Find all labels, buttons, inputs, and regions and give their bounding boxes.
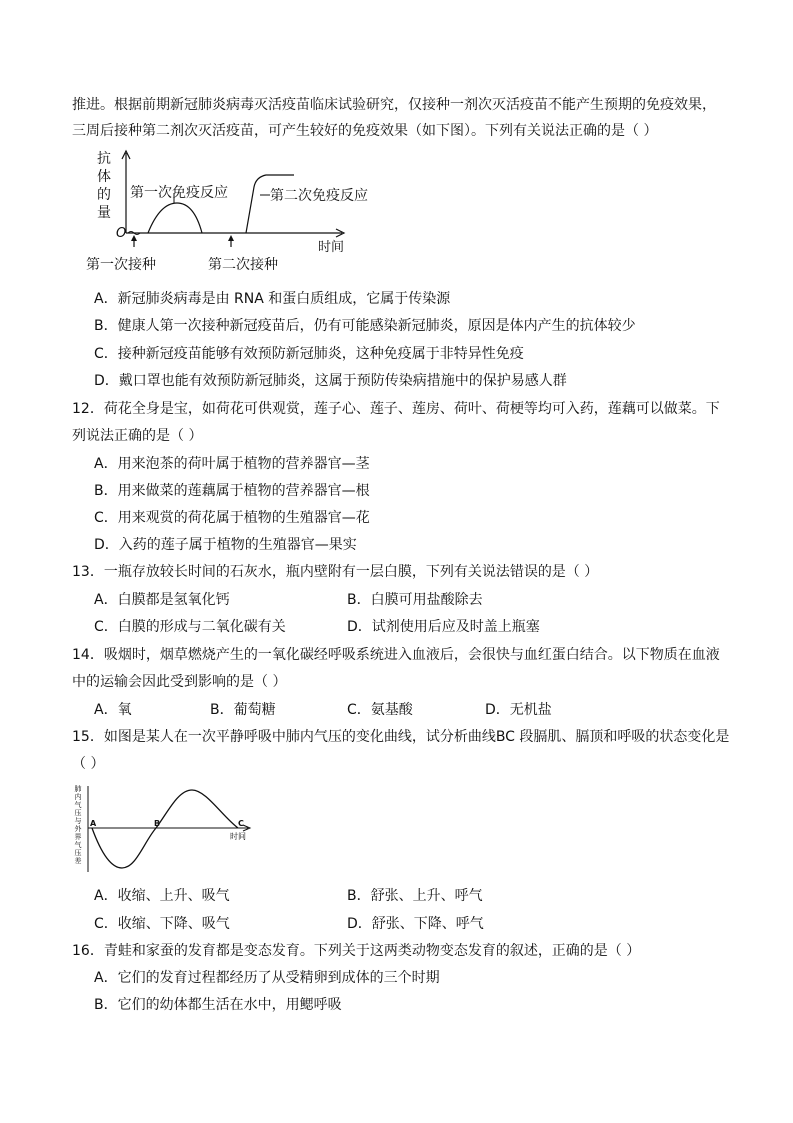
q11-second-dose-arrowhead — [228, 235, 234, 241]
q15-pressure-curve — [92, 790, 238, 868]
q15-y-label-7: 界 — [74, 833, 82, 841]
q15-y-label-4: 压 — [74, 809, 82, 817]
q14-stem-line-2: 中的运输会因此受到影响的是（ ） — [72, 674, 287, 690]
q13-option-a[interactable]: A．白膜都是氢氧化钙 — [94, 592, 230, 608]
q14-option-c[interactable]: C．氨基酸 — [347, 702, 413, 718]
q11-second-response-label: 第二次免疫反应 — [270, 188, 368, 204]
q15-option-b[interactable]: B．舒张、上升、呼气 — [347, 888, 483, 904]
q15-option-d[interactable]: D．舒张、下降、呼气 — [347, 916, 484, 932]
q16-option-a[interactable]: A．它们的发育过程都经历了从受精卵到成体的三个时期 — [94, 970, 440, 986]
q13-stem: 13．一瓶存放较长时间的石灰水，瓶内壁附有一层白膜，下列有关说法错误的是（ ） — [72, 564, 599, 580]
q11-antibody-figure — [80, 145, 410, 275]
q15-stem-line-2: （ ） — [72, 756, 105, 772]
q11-stem-line-1: 推进。根据前期新冠肺炎病毒灭活疫苗临床试验研究，仅接种一剂次灭活疫苗不能产生预期的免疫效果， — [72, 97, 716, 113]
q15-point-a: A — [90, 819, 97, 828]
q11-second-response-curve — [246, 175, 294, 233]
q11-second-dose-label: 第二次接种 — [208, 257, 278, 273]
q12-option-d[interactable]: D．入药的莲子属于植物的生殖器官—果实 — [94, 537, 357, 553]
q15-y-label-6: 外 — [74, 825, 82, 833]
q13-option-d[interactable]: D．试剂使用后应及时盖上瓶塞 — [347, 619, 540, 635]
q11-x-label: 时间 — [318, 240, 345, 255]
q11-option-c[interactable]: C．接种新冠疫苗能够有效预防新冠肺炎，这种免疫属于非特异性免疫 — [94, 346, 524, 362]
q11-y-label-2: 体 — [97, 169, 111, 185]
q13-option-b[interactable]: B．白膜可用盐酸除去 — [347, 592, 483, 608]
q11-first-dose-arrowhead — [131, 235, 137, 241]
q12-stem-line-1: 12．荷花全身是宝，如荷花可供观赏，莲子心、莲子、莲房、荷叶、荷梗等均可入药，莲藕可以做菜。下 — [72, 401, 720, 417]
q11-origin: O — [116, 226, 127, 241]
q12-option-a[interactable]: A．用来泡茶的荷叶属于植物的营养器官—茎 — [94, 456, 370, 472]
q12-option-b[interactable]: B．用来做菜的莲藕属于植物的营养器官—根 — [94, 483, 370, 499]
q11-y-label-1: 抗 — [97, 151, 111, 167]
q15-y-label-2: 内 — [74, 793, 82, 801]
q11-first-response-curve — [148, 203, 202, 233]
q14-stem-line-1: 14．吸烟时，烟草燃烧产生的一氧化碳经呼吸系统进入血液后，会很快与血红蛋白结合。以下物质在血液 — [72, 647, 720, 663]
q15-option-c[interactable]: C．收缩、下降、吸气 — [94, 916, 230, 932]
q15-point-b: B — [154, 819, 161, 828]
q11-y-label-3: 的 — [97, 187, 111, 203]
q14-option-d[interactable]: D．无机盐 — [485, 702, 552, 718]
q11-option-d[interactable]: D．戴口罩也能有效预防新冠肺炎，这属于预防传染病措施中的保护易感人群 — [94, 373, 567, 389]
q15-y-label-8: 气 — [74, 841, 82, 849]
q15-y-label-5: 与 — [74, 817, 82, 825]
q15-stem-line-1: 15．如图是某人在一次平静呼吸中肺内气压的变化曲线，试分析曲线BC 段膈肌、膈顶和呼吸的状态变化是 — [72, 729, 730, 745]
q11-option-a[interactable]: A．新冠肺炎病毒是由 RNA 和蛋白质组成，它属于传染源 — [94, 291, 451, 307]
q15-option-a[interactable]: A．收缩、上升、吸气 — [94, 888, 230, 904]
q11-y-label-4: 量 — [97, 205, 111, 221]
q15-y-label-1: 肺 — [74, 785, 82, 793]
q13-option-c[interactable]: C．白膜的形成与二氧化碳有关 — [94, 619, 286, 635]
q14-option-b[interactable]: B．葡萄糖 — [210, 702, 276, 718]
q11-first-dose-label: 第一次接种 — [86, 257, 156, 273]
q11-stem-line-2: 三周后接种第二剂次灭活疫苗，可产生较好的免疫效果（如下图）。下列有关说法正确的是（ ） — [72, 123, 658, 139]
q11-option-b[interactable]: B．健康人第一次接种新冠疫苗后，仍有可能感染新冠肺炎，原因是体内产生的抗体较少 — [94, 318, 636, 334]
q16-stem: 16．青蛙和家蚕的发育都是变态发育。下列关于这两类动物变态发育的叙述，正确的是（ ） — [72, 943, 641, 959]
q11-first-response-label: 第一次免疫反应 — [130, 185, 228, 201]
q15-pressure-figure — [72, 782, 262, 874]
q15-y-label-3: 气 — [74, 801, 82, 809]
q14-option-a[interactable]: A．氧 — [94, 702, 132, 718]
q15-x-label: 时间 — [230, 832, 246, 841]
q15-y-label-9: 压 — [74, 849, 82, 857]
q15-point-c: C — [238, 819, 244, 828]
q12-option-c[interactable]: C．用来观赏的荷花属于植物的生殖器官—花 — [94, 510, 370, 526]
q15-y-label-10: 差 — [74, 857, 82, 865]
q12-stem-line-2: 列说法正确的是（ ） — [72, 428, 203, 444]
q16-option-b[interactable]: B．它们的幼体都生活在水中，用鳃呼吸 — [94, 997, 342, 1013]
